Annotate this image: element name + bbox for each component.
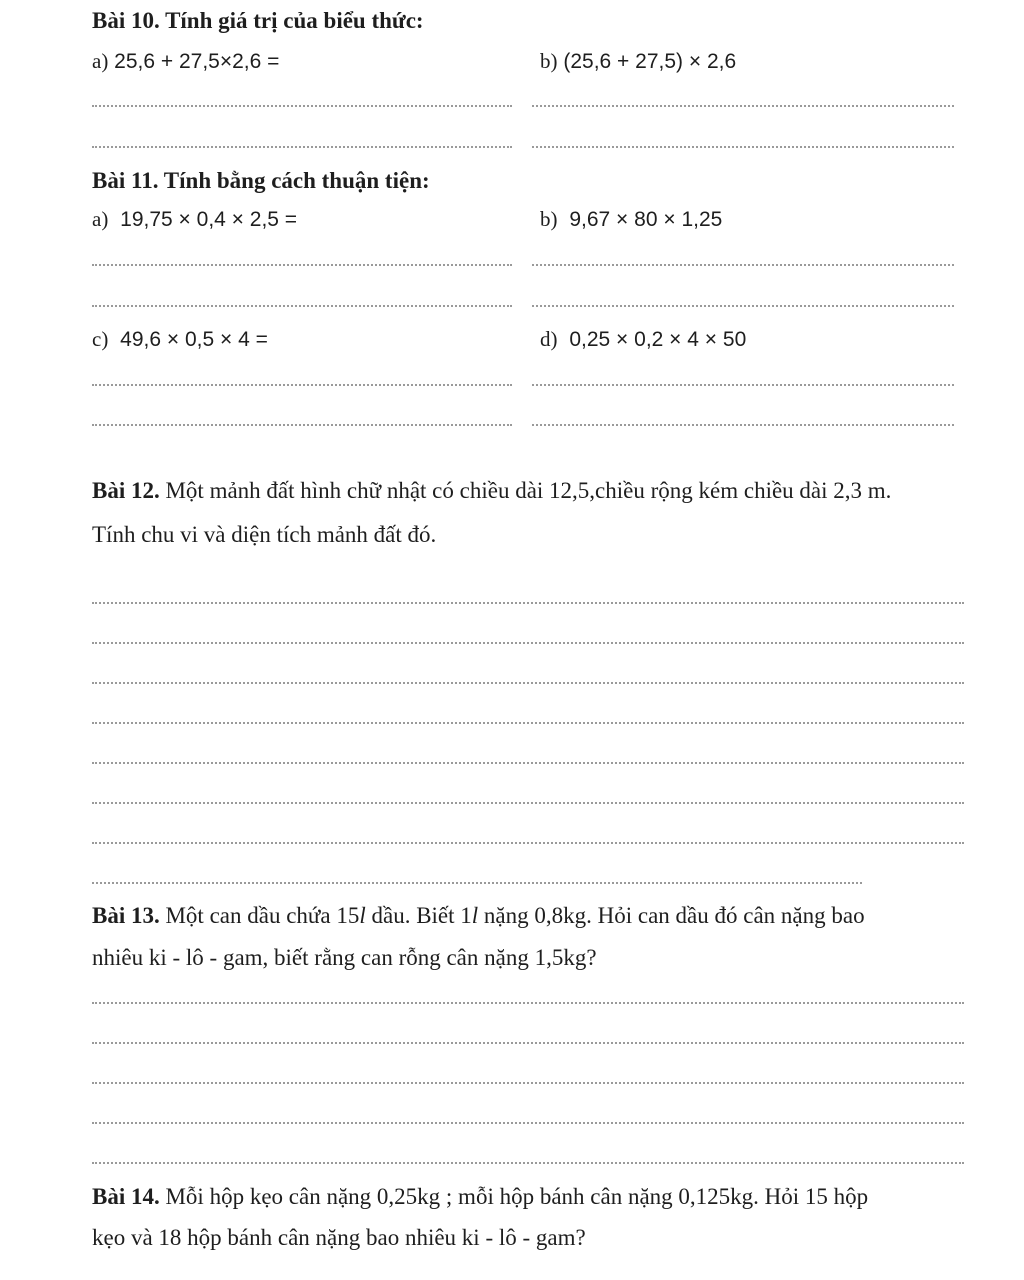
answer-line	[92, 642, 964, 644]
answer-line	[532, 264, 954, 266]
answer-line	[532, 384, 954, 386]
bai11-part-b	[540, 207, 722, 232]
liter-unit: l	[471, 903, 479, 928]
bai11-b-expression: 9,67 × 80 × 1,25	[569, 208, 723, 231]
answer-line	[92, 1122, 964, 1124]
answer-line	[92, 264, 512, 266]
bai11-a-label: a)	[92, 207, 109, 231]
bai12-text-1: Một mảnh đất hình chữ nhật có chiều dài 12,5,chiều rộng kém chiều dài 2,3 m.	[159, 478, 892, 503]
bai12-line2: Tính chu vi và diện tích mảnh đất đó.	[92, 522, 437, 547]
bai11-c-expression: 49,6 × 0,5 × 4 =	[120, 328, 268, 351]
answer-line	[92, 105, 512, 107]
answer-line	[92, 602, 964, 604]
bai11-part-a	[92, 207, 297, 232]
answer-line	[92, 1042, 964, 1044]
answer-line	[92, 722, 964, 724]
bai14-label: Bài 14.	[92, 1184, 160, 1209]
bai11-d-label: d)	[540, 327, 558, 351]
bai14-line1	[92, 1184, 868, 1210]
answer-line	[92, 384, 512, 386]
bai13-line2: nhiêu ki - lô - gam, biết rằng can rỗng cân nặng 1,5kg?	[92, 945, 597, 970]
bai10-title: Bài 10. Tính giá trị của biểu thức:	[92, 8, 424, 33]
bai14-line2: kẹo và 18 hộp bánh cân nặng bao nhiêu ki - lô - gam?	[92, 1225, 586, 1250]
bai10-part-b	[540, 49, 736, 74]
bai13-text-1b: dầu. Biết 1	[365, 903, 472, 928]
answer-line	[92, 802, 964, 804]
bai10-a-label: a)	[92, 49, 109, 73]
bai10-b-expression: (25,6 + 27,5) × 2,6	[563, 50, 737, 73]
bai13-text-1c: nặng 0,8kg. Hỏi can dầu đó cân nặng bao	[478, 903, 865, 928]
answer-line	[92, 842, 964, 844]
bai11-c-label: c)	[92, 327, 109, 351]
bai11-a-expression: 19,75 × 0,4 × 2,5 =	[120, 208, 298, 231]
answer-line	[92, 146, 512, 148]
answer-line	[92, 424, 512, 426]
answer-line	[532, 424, 954, 426]
bai12-label: Bài 12.	[92, 478, 160, 503]
bai11-b-label: b)	[540, 207, 558, 231]
bai14-text-1: Mỗi hộp kẹo cân nặng 0,25kg ; mỗi hộp bánh cân nặng 0,125kg. Hỏi 15 hộp	[159, 1184, 869, 1209]
answer-line	[532, 146, 954, 148]
liter-unit: l	[359, 903, 366, 928]
answer-line	[92, 682, 964, 684]
bai12-line1	[92, 478, 891, 504]
bai11-part-d	[540, 327, 746, 352]
answer-line	[532, 305, 954, 307]
bai13-text-1a: Một can dầu chứa 15	[159, 903, 360, 928]
answer-line	[92, 1002, 964, 1004]
bai11-part-c	[92, 327, 268, 352]
bai11-d-expression: 0,25 × 0,2 × 4 × 50	[569, 328, 747, 351]
answer-line	[92, 882, 862, 884]
answer-line	[532, 105, 954, 107]
bai11-title: Bài 11. Tính bằng cách thuận tiện:	[92, 168, 430, 193]
answer-line	[92, 305, 512, 307]
answer-line	[92, 762, 964, 764]
answer-line	[92, 1082, 964, 1084]
bai10-a-expression: 25,6 + 27,5×2,6 =	[114, 50, 280, 73]
bai10-b-label: b)	[540, 49, 558, 73]
bai13-label: Bài 13.	[92, 903, 160, 928]
bai10-part-a	[92, 49, 279, 74]
answer-line	[92, 1162, 964, 1164]
bai13-line1	[92, 903, 865, 929]
